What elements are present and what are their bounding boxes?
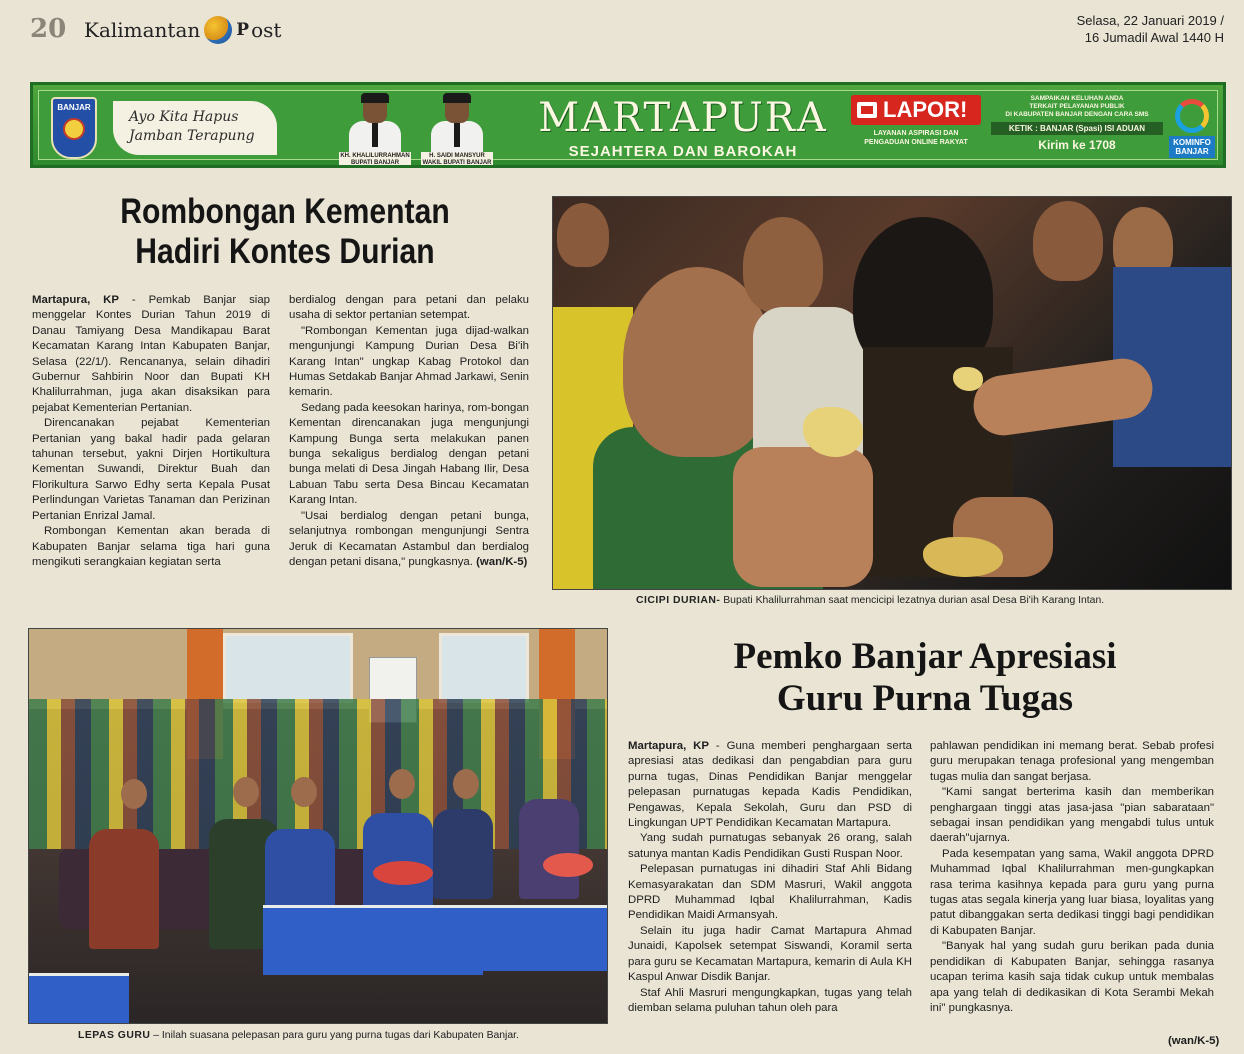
banjar-regency-logo	[51, 97, 97, 159]
article2-headline-line-2: Guru Purna Tugas	[776, 678, 1074, 719]
photo-window	[223, 633, 353, 703]
lapor-box	[851, 95, 981, 161]
official-tie	[372, 123, 378, 147]
official-name: KH. KHALILURRAHMAN	[340, 153, 410, 159]
photo-table	[263, 905, 483, 975]
sms-complaint-box	[991, 95, 1163, 161]
official-nameplate	[421, 152, 493, 165]
article1-text: - Pemkab Banjar siap menggelar Kontes Durian Tahun 2019 di Danau Tamiyang Desa Mandikapau Barat Kecamatan Karang Intan Kabupaten Banjar, Selasa (22/1/). Rencananya, selain dihadiri Gubernur Sahbirin Noor dan Bupati KH Khalilurrahman, juga akan disaksikan para pejabat Kementerian Pertanian.	[32, 294, 270, 414]
paper-name-left: Kalimantan	[84, 18, 201, 42]
article2-dateline: Martapura, KP	[628, 740, 709, 752]
paper-name-p: P	[236, 20, 250, 40]
photo-face	[233, 777, 259, 807]
lapor-icon	[857, 102, 877, 118]
official-portrait-vice-regent	[421, 93, 493, 165]
article1-byline: (wan/K-5)	[476, 555, 528, 568]
paper-name-right: ost	[251, 18, 282, 42]
article1-paragraph: "Rombongan Kementan juga dijad-walkan mengunjungi Kampung Durian Desa Bi'ih Karang Intan" ungkap Kabag Protokol dan Humas Setdakab Banjar Ahmad Jarkawi, Senin kemarin.	[289, 324, 529, 399]
photo-figure	[743, 217, 823, 313]
kominfo-icon	[1175, 99, 1209, 133]
slogan-box	[113, 101, 277, 155]
photo-guest	[433, 809, 493, 899]
article2-byline: (wan/K-5)	[1168, 1035, 1220, 1047]
globe-icon	[204, 16, 232, 44]
article1-paragraph: Direncanakan pejabat Kementerian Pertanian yang bakal hadir pada gelaran tahunan tersebut, yakni Dirjen Hortikultura Kementan Suwandi, Direktur Buah dan Florikultura Sarwo Edhy serta Kepala Pusat Perlindungan Varietas Tanaman dan Perizinan Pertanian Enrizal Jamal.	[32, 417, 270, 522]
article2-paragraph: pahlawan pendidikan ini memang berat. Sebab profesi guru merupakan tenaga profesional yang mengemban tugas mulia dan sangat berjasa.	[930, 740, 1214, 783]
banner-inner	[38, 90, 1218, 166]
official-name: H. SAIDI MANSYUR	[429, 153, 485, 159]
caption-label: LEPAS GURU	[78, 1030, 151, 1041]
official-cap	[443, 93, 471, 103]
article2-paragraph	[628, 739, 912, 831]
teacher-farewell-photo	[28, 628, 608, 1024]
article1-paragraph	[32, 293, 270, 416]
article2-column-1	[628, 739, 912, 1016]
banjar-logo-text: BANJAR	[57, 103, 91, 112]
article1-paragraph: berdialog dengan para petani dan pelaku usaha di sektor pertanian setempat.	[289, 294, 529, 322]
flower-arrangement	[373, 861, 433, 885]
article1-paragraph	[289, 509, 529, 571]
article2-paragraph: Yang sudah purnatugas sebanyak 26 orang, salah satunya mantan Kadis Pendidikan Gusti Ruspan Noor.	[628, 832, 912, 860]
photo-face	[291, 777, 317, 807]
article2-paragraph: Pada kesempatan yang sama, Wakil anggota DPRD Muhammad Iqbal Khalilurrahman men-gungkapkan rasa terima kasihnya kepada para guru yang purna tugas atas segala kinerja yang luar biasa, loyalitas yang patut dibanggakan serta dedikasi tinggi bagi pendidikan di Kabupaten Banjar.	[930, 847, 1214, 937]
slogan-line-2: Jamban Terapung	[129, 128, 255, 144]
article1-headline-line-2: Hadiri Kontes Durian	[135, 232, 435, 271]
sms-text-2: TERKAIT PELAYANAN PUBLIK	[1029, 103, 1125, 110]
issue-date	[1077, 12, 1224, 46]
article1-column-2	[289, 293, 529, 570]
paper-logo	[84, 16, 281, 44]
photo-hand	[733, 447, 873, 587]
sms-format: KETIK : BANJAR (Spasi) ISI ADUAN	[991, 122, 1163, 135]
article1-column-1	[32, 293, 270, 570]
article2-headline-line-1: Pemko Banjar Apresiasi	[733, 636, 1117, 677]
sms-number: Kirim ke 1708	[1038, 138, 1116, 152]
lapor-sub-1: LAYANAN ASPIRASI DAN	[873, 130, 959, 137]
lapor-title	[851, 95, 981, 125]
photo-face	[453, 769, 479, 799]
caption-text: – Inilah suasana pelepasan para guru yang purna tugas dari Kabupaten Banjar.	[150, 1030, 519, 1041]
photo-face	[121, 779, 147, 809]
photo-face	[389, 769, 415, 799]
date-hijri: 16 Jumadil Awal 1440 H	[1084, 30, 1224, 45]
photo-window	[439, 633, 529, 703]
article1-text: "Usai berdialog dengan petani bunga, selanjutnya rombongan mengunjungi Sentra Jeruk di Kecamatan Astambul dan berdialog dengan petani disana," pungkasnya.	[289, 509, 529, 568]
page-number: 20	[30, 14, 67, 44]
article2-paragraph: Staf Ahli Masruri mengungkapkan, tugas yang telah diemban selama puluhan tahun oleh para	[628, 986, 912, 1014]
article2-paragraph: Pelepasan purnatugas ini dihadiri Staf Ahli Bidang Kemasyarakatan dan SDM Masruri, Wakil anggota DPRD Muhammad Iqbal Khalilurrahman, Kadis Pendidikan Maidi Armansyah.	[628, 863, 912, 922]
article2-headline	[620, 636, 1230, 720]
city-slogan: SEJAHTERA DAN BAROKAH	[568, 143, 798, 160]
photo-guest	[89, 829, 159, 949]
photo2-caption	[78, 1029, 519, 1042]
official-cap	[361, 93, 389, 103]
article2-text: - Guna memberi penghargaan serta apresiasi atas dedikasi dan pengabdian para guru purna tugas, Dinas Pendidikan Banjar menggelar pelepasan purnatugas kepada Kadis Pendidikan, Pengawas, Kepala Sekolah, Guru dan PSD di Lingkungan UPT Pendidikan Kecamatan Martapura.	[628, 740, 912, 830]
photo-guest	[519, 799, 579, 899]
sms-text-1: SAMPAIKAN KELUHAN ANDA	[1030, 95, 1124, 102]
slogan-line-1: Ayo Kita Hapus	[129, 109, 239, 125]
photo-figure	[557, 203, 609, 267]
photo-figure	[1033, 201, 1103, 281]
kominfo-line-1: KOMINFO	[1173, 138, 1211, 147]
sms-text-3: DI KABUPATEN BANJAR DENGAN CARA SMS	[1005, 111, 1149, 118]
flower-arrangement	[543, 853, 593, 877]
lapor-sub-2: PENGADUAN ONLINE RAKYAT	[864, 139, 968, 146]
official-tie	[454, 123, 460, 147]
article1-headline-line-1: Rombongan Kementan	[120, 192, 450, 231]
official-title: WAKIL BUPATI BANJAR	[422, 160, 492, 166]
durian-fruit	[953, 367, 983, 391]
kominfo-label	[1169, 136, 1215, 158]
photo-table	[469, 905, 608, 971]
emblem-icon	[63, 118, 85, 140]
article2-paragraph: Selain itu juga hadir Camat Martapura Ahmad Junaidi, Kapolsek setempat Siswandi, Koramil serta para guru se Kecamatan Martapura, kemarin di Aula KH Kaspul Anwar Disdik Banjar.	[628, 924, 912, 984]
official-nameplate	[339, 152, 411, 165]
official-title: BUPATI BANJAR	[350, 160, 400, 166]
article2-column-2	[930, 739, 1214, 1016]
lapor-subtitle	[851, 129, 981, 147]
caption-text: Bupati Khalilurrahman saat mencicipi lezatnya durian asal Desa Bi'ih Karang Intan.	[723, 595, 1105, 606]
article1-dateline: Martapura, KP	[32, 294, 119, 306]
date-gregorian: Selasa, 22 Januari 2019 /	[1076, 13, 1224, 28]
official-portrait-regent	[339, 93, 411, 165]
article2-paragraph: "Kami sangat berterima kasih dan memberikan penghargaan tinggi atas jasa-jasa "pian sabarataan" sebagai insan pendidikan yang mengabdi tulus untuk daerah"ujarnya.	[930, 786, 1214, 845]
article1-paragraph: Sedang pada keesokan harinya, rom-bongan Kementan direncanakan juga mengunjungi Kampung Bunga serta melakukan panen bunga sekaligus berdialog dengan petani bunga melati di Desa Jingah Habang Ilir, Desa Labuan Tabu serta Desa Bincau Kecamatan Karang Intan.	[289, 401, 529, 507]
article2-paragraph: "Banyak hal yang sudah guru berikan pada dunia pendidikan di Kabupaten Banjar, sehingga rasanya ucapan terima kasih saja tidak cukup untuk membalas apa yang telah di dedikasikan di Kota Serambi Mekah ini" pungkasnya.	[930, 940, 1214, 1014]
article1-paragraph: Rombongan Kementan akan berada di Kabupaten Banjar selama tiga hari guna mengikuti serangkaian kegiatan serta	[32, 525, 270, 568]
durian-tasting-photo	[552, 196, 1232, 590]
masthead	[0, 0, 1244, 78]
photo-table	[29, 973, 129, 1024]
article1-headline	[74, 192, 495, 272]
photo1-caption	[636, 594, 1104, 607]
kominfo-line-2: BANJAR	[1175, 147, 1209, 156]
city-name: MARTAPURA	[538, 95, 828, 141]
government-banner	[30, 82, 1226, 168]
lapor-title-text: LAPOR!	[883, 97, 968, 122]
kominfo-logo	[1169, 99, 1215, 159]
caption-label: CICIPI DURIAN-	[636, 595, 721, 606]
